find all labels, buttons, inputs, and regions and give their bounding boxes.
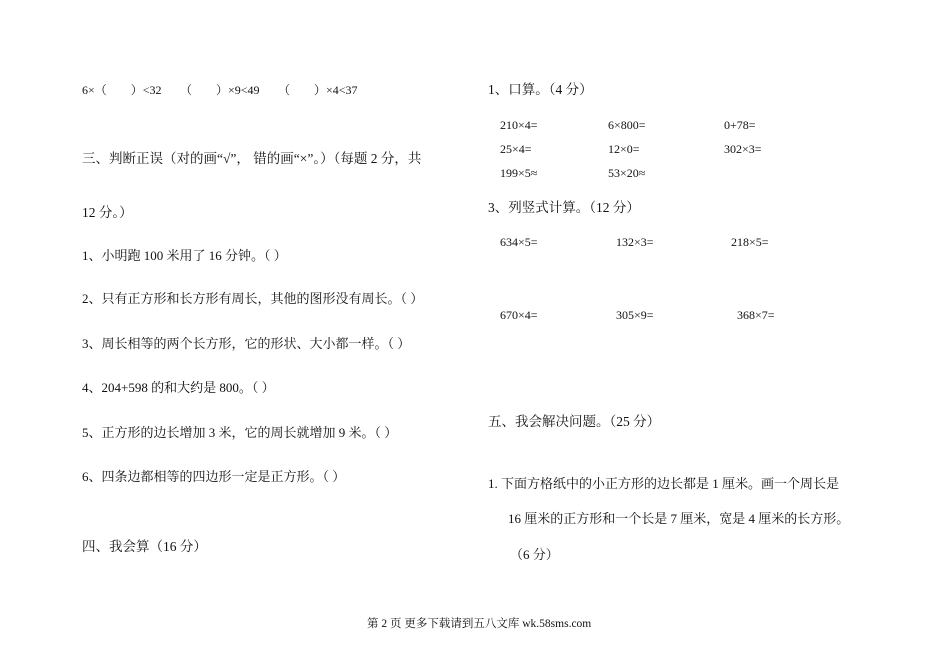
oral-calc-2-1: 25×4= <box>500 142 532 156</box>
inequality-2: （ ）×9<49 <box>180 83 260 97</box>
judge-item-6: 6、四条边都相等的四边形一定是正方形。（ ） <box>82 469 346 484</box>
oral-calc-3-1: 199×5≈ <box>500 166 538 180</box>
problem-1-line-2: 16 厘米的正方形和一个长是 7 厘米，宽是 4 厘米的长方形。 <box>508 511 850 526</box>
oral-calc-1-3: 0+78= <box>724 118 756 132</box>
q3-title: 3、列竖式计算。（12 分） <box>488 200 640 215</box>
judge-item-3: 3、周长相等的两个长方形，它的形状、大小都一样。（ ） <box>82 336 411 351</box>
judge-item-5: 5、正方形的边长增加 3 米，它的周长就增加 9 米。（ ） <box>82 425 398 440</box>
inequality-1: 6×（ ）<32 <box>82 83 162 97</box>
section-4-title: 四、我会算（16 分） <box>82 539 207 554</box>
oral-calc-2-3: 302×3= <box>724 142 762 156</box>
oral-calc-1-2: 6×800= <box>608 118 646 132</box>
vertical-calc-3: 218×5= <box>731 235 769 249</box>
problem-1-line-3: （6 分） <box>510 547 559 562</box>
vertical-calc-1: 634×5= <box>500 235 538 249</box>
vertical-calc-4: 670×4= <box>500 308 538 322</box>
vertical-calc-5: 305×9= <box>616 308 654 322</box>
q1-title: 1、口算。（4 分） <box>488 82 593 97</box>
vertical-calc-2: 132×3= <box>616 235 654 249</box>
vertical-calc-6: 368×7= <box>737 308 775 322</box>
page-footer: 第 2 页 更多下载请到五八文库 wk.58sms.com <box>367 618 592 630</box>
section-5-title: 五、我会解决问题。（25 分） <box>488 414 661 429</box>
judge-item-4: 4、204+598 的和大约是 800。（ ） <box>82 380 275 395</box>
problem-1-line-1: 1. 下面方格纸中的小正方形的边长都是 1 厘米。画一个周长是 <box>488 476 840 491</box>
oral-calc-3-2: 53×20≈ <box>608 166 646 180</box>
judge-item-2: 2、只有正方形和长方形有周长，其他的图形没有周长。（ ） <box>82 291 424 306</box>
judge-item-1: 1、小明跑 100 米用了 16 分钟。（ ） <box>82 248 287 263</box>
section-3-title-cont: 12 分。） <box>82 205 133 220</box>
oral-calc-1-1: 210×4= <box>500 118 538 132</box>
inequality-3: （ ）×4<37 <box>278 83 358 97</box>
section-3-title: 三、判断正误（对的画“√”， 错的画“×”。）（每题 2 分，共 <box>82 151 422 166</box>
oral-calc-2-2: 12×0= <box>608 142 640 156</box>
